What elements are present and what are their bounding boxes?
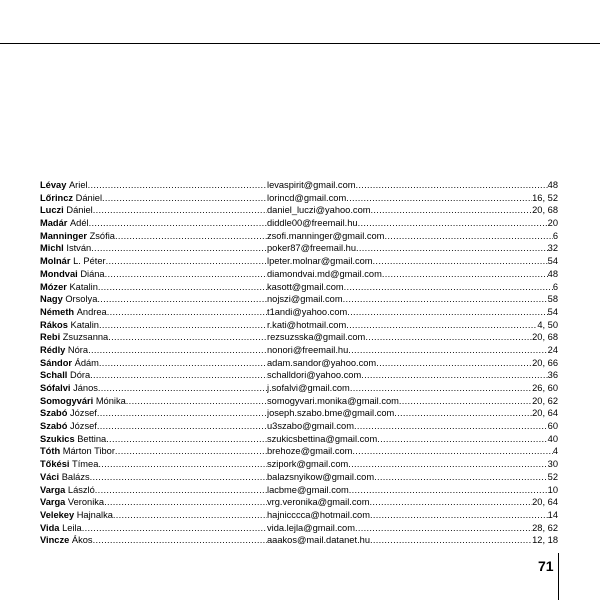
given-name: Veronika [67,497,105,508]
given-name: Katalin [70,319,99,330]
email-address: aaakos@mail.datanet.hu [267,535,370,546]
dot-leader [344,281,553,294]
surname: Szabó [40,421,68,432]
email-address: zsofi.manninger@gmail.com [267,230,385,241]
surname: Molnár [40,256,71,267]
email-address: t1andi@yahoo.com [267,306,348,317]
contributor-name [40,319,267,332]
email-address: rezsuzsska@gmail.com [267,332,366,343]
contact-and-pages [267,471,558,484]
contributor-name [40,534,267,547]
contributor-name [40,344,267,357]
dot-leader [352,445,552,458]
dot-leader [126,395,267,408]
index-entry [40,255,558,268]
index-entry [40,382,558,395]
contributor-name [40,433,267,446]
dot-leader [98,458,267,471]
email-address: hajnicccca@hotmail.com [267,509,370,520]
given-name: Zsuzsanna [62,332,109,343]
given-name: Katalin [69,281,98,292]
index-entry [40,471,558,484]
index-entry [40,484,558,497]
contact-and-pages [267,445,558,458]
dot-leader [346,319,537,332]
index-entry [40,509,558,522]
page-references: 20, 64 [532,408,558,419]
contact-and-pages [267,484,558,497]
contact-and-pages [267,382,558,395]
index-entry [40,268,558,281]
surname: Schall [40,370,68,381]
page-references: 20, 66 [532,357,558,368]
given-name: Tímea [72,459,99,470]
surname: Vida [40,522,60,533]
contributor-name [40,331,267,344]
index-entry [40,293,558,306]
email-address: diamondvai.md@gmail.com [267,268,382,279]
page-references: 60 [547,421,558,432]
surname: Manninger [40,230,88,241]
email-address: poker87@freemail.hu [267,243,357,254]
email-address: nojszi@gmail.com [267,294,343,305]
given-name: Ariel [68,180,88,190]
dot-leader [90,369,267,382]
index-entry [40,217,558,230]
given-name: Bettina [77,433,107,444]
dot-leader [89,217,267,230]
contributor-name [40,204,267,217]
dot-leader [370,534,532,547]
surname: Sófalvi [40,383,71,393]
given-name: Diána [80,268,105,279]
dot-leader [361,369,547,382]
surname: Rákos [40,319,68,330]
dot-leader [97,407,267,420]
contributor-name [40,509,267,522]
contributor-name [40,293,267,306]
dot-leader [97,293,267,306]
given-name: Zsófia [89,230,115,241]
contact-and-pages [267,192,558,205]
given-name: Hajnalka [76,509,113,520]
email-address: somogyvari.monika@gmail.com [267,395,399,406]
contributor-name [40,242,267,255]
contact-and-pages [267,268,558,281]
contact-and-pages [267,281,558,294]
index-entry [40,433,558,446]
surname: Velekey [40,509,75,520]
page-references: 20, 68 [532,205,558,216]
index-entry [40,407,558,420]
email-address: lacbme@gmail.com [267,484,349,495]
dot-leader [374,471,548,484]
contact-and-pages [267,204,558,217]
dot-leader [93,204,267,217]
index-entry [40,445,558,458]
index-entry [40,420,558,433]
surname: Somogyvári [40,395,94,406]
contact-and-pages [267,433,558,446]
dot-leader [371,204,533,217]
dot-leader [115,230,267,243]
index-entry [40,230,558,243]
page-references: 54 [547,306,558,317]
contact-and-pages [267,395,558,408]
contributor-name [40,230,267,243]
email-address: daniel_luczi@yahoo.com [267,205,371,216]
email-address: diddle00@freemail.hu [267,218,358,229]
given-name: János [73,383,98,393]
page-references: 26, 60 [532,383,558,393]
dot-leader [358,217,548,230]
dot-leader [88,179,267,192]
contributor-name [40,179,267,192]
dot-leader [105,268,267,281]
dot-leader [115,445,267,458]
surname: Lőrincz [40,192,74,203]
index-entry [40,344,558,357]
given-name: István [66,243,92,254]
dot-leader [355,522,532,535]
page-references: 54 [547,256,558,267]
dot-leader [99,357,267,370]
index-entry [40,395,558,408]
dot-leader [350,382,532,395]
dot-leader [99,319,267,332]
contact-and-pages [267,217,558,230]
page-number: 71 [538,558,554,574]
contributor-name [40,192,267,205]
contact-and-pages [267,179,558,192]
page-references: 32 [547,243,558,254]
index-entry [40,281,558,294]
page-references: 30 [547,459,558,470]
given-name: Adél [69,218,89,229]
contributor-index [40,179,558,547]
dot-leader [347,306,547,319]
email-address: nonori@freemail.hu [267,344,349,355]
contact-and-pages [267,319,558,332]
email-address: u3szabo@gmail.com [267,421,354,432]
given-name: Nóra [67,344,89,355]
page-references: 6 [552,230,558,241]
index-entry [40,458,558,471]
given-name: Mónika [95,395,126,406]
given-name: József [69,421,97,432]
email-address: r.kati@hotmail.com [267,319,347,330]
dot-leader [98,382,267,395]
email-address: brehoze@gmail.com [267,446,353,457]
dot-leader [107,306,267,319]
email-address: schalldori@yahoo.com [267,370,362,381]
contact-and-pages [267,344,558,357]
dot-leader [394,407,532,420]
index-entry [40,242,558,255]
contributor-name [40,281,267,294]
given-name: Márton Tibor [62,446,115,457]
index-entry [40,534,558,547]
page-references: 58 [547,294,558,305]
contributor-name [40,522,267,535]
page-references: 20, 64 [532,497,558,508]
contact-and-pages [267,357,558,370]
dot-leader [97,420,267,433]
email-address: szipork@gmail.com [267,459,349,470]
dot-leader [90,471,267,484]
contributor-name [40,217,267,230]
dot-leader [95,484,267,497]
top-rule [0,43,600,44]
dot-leader [108,331,267,344]
index-entry [40,204,558,217]
page-references: 40 [547,433,558,444]
dot-leader [373,255,548,268]
surname: Szabó [40,408,68,419]
contact-and-pages [267,522,558,535]
contact-and-pages [267,230,558,243]
page-references: 36 [547,370,558,381]
dot-leader [102,192,267,205]
dot-leader [93,534,267,547]
surname: Németh [40,306,75,317]
email-address: adam.sandor@yahoo.com [267,357,377,368]
dot-leader [343,293,548,306]
dot-leader [365,331,532,344]
dot-leader [399,395,532,408]
dot-leader [98,281,267,294]
contributor-name [40,357,267,370]
given-name: Balázs [61,471,90,482]
given-name: Ákos [71,535,93,546]
page-references: 24 [547,344,558,355]
contact-and-pages [267,369,558,382]
email-address: lorincd@gmail.com [267,192,347,203]
surname: Michl [40,243,64,254]
contact-and-pages [267,458,558,471]
contributor-name [40,445,267,458]
index-entry [40,357,558,370]
surname: Nagy [40,294,63,305]
dot-leader [356,242,548,255]
surname: Varga [40,497,66,508]
dot-leader [349,484,548,497]
dot-leader [377,433,547,446]
index-entry [40,331,558,344]
email-address: j.sofalvi@gmail.com [267,383,350,393]
dot-leader [369,496,532,509]
index-entry [40,319,558,332]
contact-and-pages [267,496,558,509]
surname: Mondvai [40,268,78,279]
contributor-name [40,255,267,268]
given-name: Dániel [66,205,93,216]
email-address: lpeter.molnar@gmail.com [267,256,373,267]
page-references: 20 [547,218,558,229]
given-name: Orsolya [65,294,98,305]
contact-and-pages [267,306,558,319]
given-name: Dániel [75,192,103,203]
given-name: Dóra [69,370,91,381]
page-references: 20, 62 [532,395,558,406]
dot-leader [82,522,267,535]
dot-leader [104,496,267,509]
contributor-name [40,382,267,395]
index-entry [40,306,558,319]
page-references: 4, 50 [537,319,558,330]
page-references: 4 [552,446,558,457]
given-name: József [69,408,97,419]
given-name: Leila [62,522,82,533]
dot-leader [88,344,267,357]
email-address: levaspirit@gmail.com [267,180,356,190]
surname: Szukics [40,433,75,444]
contact-and-pages [267,293,558,306]
contributor-name [40,471,267,484]
given-name: L. Péter [73,256,106,267]
email-address: balazsnyikow@gmail.com [267,471,375,482]
page-references: 12, 18 [532,535,558,546]
surname: Tóth [40,446,61,457]
surname: Váci [40,471,60,482]
contributor-name [40,369,267,382]
dot-leader [355,179,547,192]
index-entry [40,192,558,205]
contributor-name [40,496,267,509]
surname: Madár [40,218,68,229]
given-name: László [67,484,95,495]
surname: Vincze [40,535,70,546]
page-references: 6 [552,281,558,292]
contact-and-pages [267,420,558,433]
index-entry [40,522,558,535]
given-name: Ádám [74,357,99,368]
page-references: 14 [547,509,558,520]
surname: Tőkési [40,459,70,470]
dot-leader [106,433,267,446]
contact-and-pages [267,242,558,255]
contributor-name [40,484,267,497]
dot-leader [376,357,532,370]
dot-leader [106,255,267,268]
index-entry [40,369,558,382]
dot-leader [384,230,552,243]
contact-and-pages [267,255,558,268]
email-address: vrg.veronika@gmail.com [267,497,370,508]
dot-leader [382,268,548,281]
page-references: 48 [547,268,558,279]
page-references: 48 [547,180,558,190]
surname: Luczi [40,205,64,216]
dot-leader [346,192,532,205]
given-name: Andrea [76,306,107,317]
dot-leader [91,242,267,255]
email-address: szukicsbettina@gmail.com [267,433,378,444]
contributor-name [40,268,267,281]
page-references: 20, 68 [532,332,558,343]
dot-leader [354,420,548,433]
page-references: 52 [547,471,558,482]
surname: Varga [40,484,66,495]
contributor-name [40,395,267,408]
index-entry [40,496,558,509]
dot-leader [348,344,547,357]
dot-leader [370,509,548,522]
page-number-rule [558,553,559,600]
contact-and-pages [267,407,558,420]
email-address: joseph.szabo.bme@gmail.com [267,408,395,419]
contributor-name [40,407,267,420]
surname: Lévay [40,180,67,190]
email-address: vida.lejla@gmail.com [267,522,355,533]
contact-and-pages [267,509,558,522]
contact-and-pages [267,534,558,547]
contributor-name [40,420,267,433]
surname: Mózer [40,281,67,292]
contributor-name [40,458,267,471]
surname: Sándor [40,357,73,368]
surname: Rebi [40,332,61,343]
page-references: 16, 52 [532,192,558,203]
index-entry [40,179,558,192]
page-references: 10 [547,484,558,495]
email-address: kasott@gmail.com [267,281,344,292]
dot-leader [348,458,547,471]
contact-and-pages [267,331,558,344]
page-references: 28, 62 [532,522,558,533]
dot-leader [113,509,267,522]
surname: Rédly [40,344,66,355]
contributor-name [40,306,267,319]
